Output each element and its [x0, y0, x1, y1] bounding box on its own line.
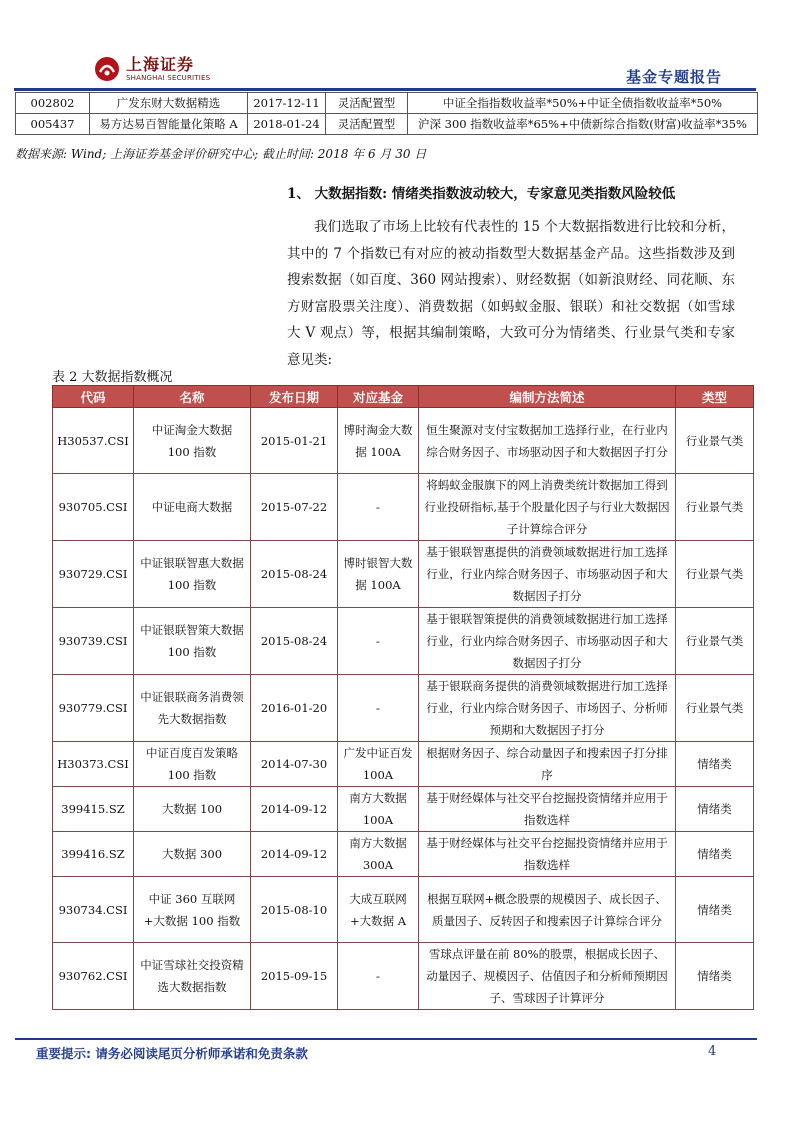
table-cell: 002802: [16, 93, 90, 114]
cell-code: 930739.CSI: [53, 608, 134, 675]
cell-method: 根据财务因子、综合动量因子和搜索因子打分排序: [419, 742, 676, 787]
table-cell: 易方达易百智能量化策略 A: [90, 114, 248, 135]
cell-code: 930762.CSI: [53, 943, 134, 1010]
cell-name: 中证电商大数据: [134, 474, 251, 541]
table-row: [53, 832, 754, 877]
col-header: 名称: [134, 386, 251, 408]
cell-code: 930734.CSI: [53, 877, 134, 943]
cell-code: H30373.CSI: [53, 742, 134, 787]
col-header: 编制方法简述: [419, 386, 676, 408]
cell-date: 2016-01-20: [251, 675, 338, 742]
table-cell: 2018-01-24: [248, 114, 326, 135]
cell-method: 基于财经媒体与社交平台挖掘投资情绪并应用于指数选样: [419, 832, 676, 877]
cell-name: 中证银联智策大数据 100 指数: [134, 608, 251, 675]
cell-name: 中证雪球社交投资精选大数据指数: [134, 943, 251, 1010]
cell-date: 2015-08-24: [251, 541, 338, 608]
table-caption: 表 2 大数据指数概况: [52, 370, 173, 385]
table-cell: 005437: [16, 114, 90, 135]
continued-fund-table: [15, 92, 758, 135]
cell-type: 情绪类: [676, 787, 754, 832]
table-row: [16, 114, 758, 135]
cell-code: 399416.SZ: [53, 832, 134, 877]
col-header: 发布日期: [251, 386, 338, 408]
cell-fund: 博时银智大数据 100A: [338, 541, 419, 608]
table-header-row: [53, 386, 754, 408]
big-data-index-table: [52, 385, 754, 1010]
table-row: [16, 93, 758, 114]
cell-date: 2015-07-22: [251, 474, 338, 541]
cell-fund: 大成互联网+大数据 A: [338, 877, 419, 943]
cell-date: 2014-09-12: [251, 787, 338, 832]
col-header: 对应基金: [338, 386, 419, 408]
cell-fund: 南方大数据 100A: [338, 787, 419, 832]
page-number: 4: [708, 1044, 717, 1059]
table-row: [53, 787, 754, 832]
cell-code: H30537.CSI: [53, 408, 134, 474]
table-row: [53, 541, 754, 608]
cell-type: 行业景气类: [676, 541, 754, 608]
table-cell: 沪深 300 指数收益率*65%+中债新综合指数(财富)收益率*35%: [408, 114, 758, 135]
cell-method: 基于银联智策提供的消费领域数据进行加工选择行业，行业内综合财务因子、市场驱动因子和大数据因子打分: [419, 608, 676, 675]
cell-date: 2015-01-21: [251, 408, 338, 474]
table-row: [53, 742, 754, 787]
company-logo: [94, 56, 210, 82]
cell-name: 中证 360 互联网+大数据 100 指数: [134, 877, 251, 943]
table-cell: 2017-12-11: [248, 93, 326, 114]
cell-name: 大数据 300: [134, 832, 251, 877]
logo-en: SHANGHAI SECURITIES: [126, 73, 211, 82]
cell-name: 中证淘金大数据 100 指数: [134, 408, 251, 474]
cell-code: 930729.CSI: [53, 541, 134, 608]
table-cell: 广发东财大数据精选: [90, 93, 248, 114]
cell-name: 中证百度百发策略 100 指数: [134, 742, 251, 787]
cell-code: 930779.CSI: [53, 675, 134, 742]
col-header: 代码: [53, 386, 134, 408]
cell-fund: -: [338, 474, 419, 541]
cell-name: 中证银联智惠大数据 100 指数: [134, 541, 251, 608]
table-cell: 中证全指指数收益率*50%+中证全债指数收益率*50%: [408, 93, 758, 114]
table-row: [53, 408, 754, 474]
logo-emblem-icon: [94, 56, 120, 82]
cell-fund: -: [338, 608, 419, 675]
source-note: 数据来源: Wind; 上海证券基金评价研究中心; 截止时间: 2018 年 6 月 30 日: [15, 147, 427, 161]
table-row: [53, 943, 754, 1010]
cell-code: 399415.SZ: [53, 787, 134, 832]
disclaimer-note: 重要提示: 请务必阅读尾页分析师承诺和免责条款: [36, 1046, 308, 1061]
cell-fund: -: [338, 675, 419, 742]
cell-name: 大数据 100: [134, 787, 251, 832]
cell-method: 将蚂蚁金服旗下的网上消费类统计数据加工得到行业投研指标,基于个股量化因子与行业大数据因子计算综合评分: [419, 474, 676, 541]
cell-date: 2014-07-30: [251, 742, 338, 787]
table-row: [53, 877, 754, 943]
cell-method: 基于银联智惠提供的消费领域数据进行加工选择行业，行业内综合财务因子、市场驱动因子和大数据因子打分: [419, 541, 676, 608]
table-cell: 灵活配置型: [326, 93, 408, 114]
table-row: [53, 474, 754, 541]
cell-method: 基于银联商务提供的消费领域数据进行加工选择行业，行业内综合财务因子、市场因子、分析师预期和大数据因子打分: [419, 675, 676, 742]
header-divider: [14, 88, 756, 91]
cell-type: 情绪类: [676, 877, 754, 943]
cell-type: 情绪类: [676, 943, 754, 1010]
report-type: 基金专题报告: [625, 68, 722, 86]
page-header: [0, 0, 800, 95]
cell-date: 2014-09-12: [251, 832, 338, 877]
cell-date: 2015-08-24: [251, 608, 338, 675]
cell-type: 情绪类: [676, 742, 754, 787]
cell-method: 基于财经媒体与社交平台挖掘投资情绪并应用于指数选样: [419, 787, 676, 832]
footer-divider: [15, 1038, 757, 1040]
cell-date: 2015-09-15: [251, 943, 338, 1010]
cell-code: 930705.CSI: [53, 474, 134, 541]
body-paragraph: 我们选取了市场上比较有代表性的 15 个大数据指数进行比较和分析，其中的 7 个指数已有对应的被动指数型大数据基金产品。这些指数涉及到搜索数据（如百度、360 网站搜索）、财经数据（如新浪财经、同花顺、东方财富股票关注度）、消费数据（如蚂蚁金服、银联）和社交数据（如雪球大 V 观点）等，根据其编制策略，大致可分为情绪类、行业景气类和专家意见类:: [287, 219, 735, 368]
table-cell: 灵活配置型: [326, 114, 408, 135]
section-title: 1、 大数据指数: 情绪类指数波动较大，专家意见类指数风险较低: [287, 186, 676, 202]
cell-name: 中证银联商务消费领先大数据指数: [134, 675, 251, 742]
cell-fund: 博时淘金大数据 100A: [338, 408, 419, 474]
cell-type: 行业景气类: [676, 408, 754, 474]
col-header: 类型: [676, 386, 754, 408]
cell-method: 恒生聚源对支付宝数据加工选择行业，在行业内综合财务因子、市场驱动因子和大数据因子打分: [419, 408, 676, 474]
cell-fund: -: [338, 943, 419, 1010]
cell-type: 行业景气类: [676, 608, 754, 675]
cell-fund: 南方大数据 300A: [338, 832, 419, 877]
table-row: [53, 675, 754, 742]
cell-type: 情绪类: [676, 832, 754, 877]
logo-cn: 上海证券: [126, 54, 195, 74]
cell-method: 根据互联网+概念股票的规模因子、成长因子、质量因子、反转因子和搜索因子计算综合评分: [419, 877, 676, 943]
cell-type: 行业景气类: [676, 474, 754, 541]
cell-fund: 广发中证百发 100A: [338, 742, 419, 787]
cell-type: 行业景气类: [676, 675, 754, 742]
table-row: [53, 608, 754, 675]
cell-date: 2015-08-10: [251, 877, 338, 943]
cell-method: 雪球点评量在前 80%的股票，根据成长因子、动量因子、规模因子、估值因子和分析师预期因子、雪球因子计算评分: [419, 943, 676, 1010]
